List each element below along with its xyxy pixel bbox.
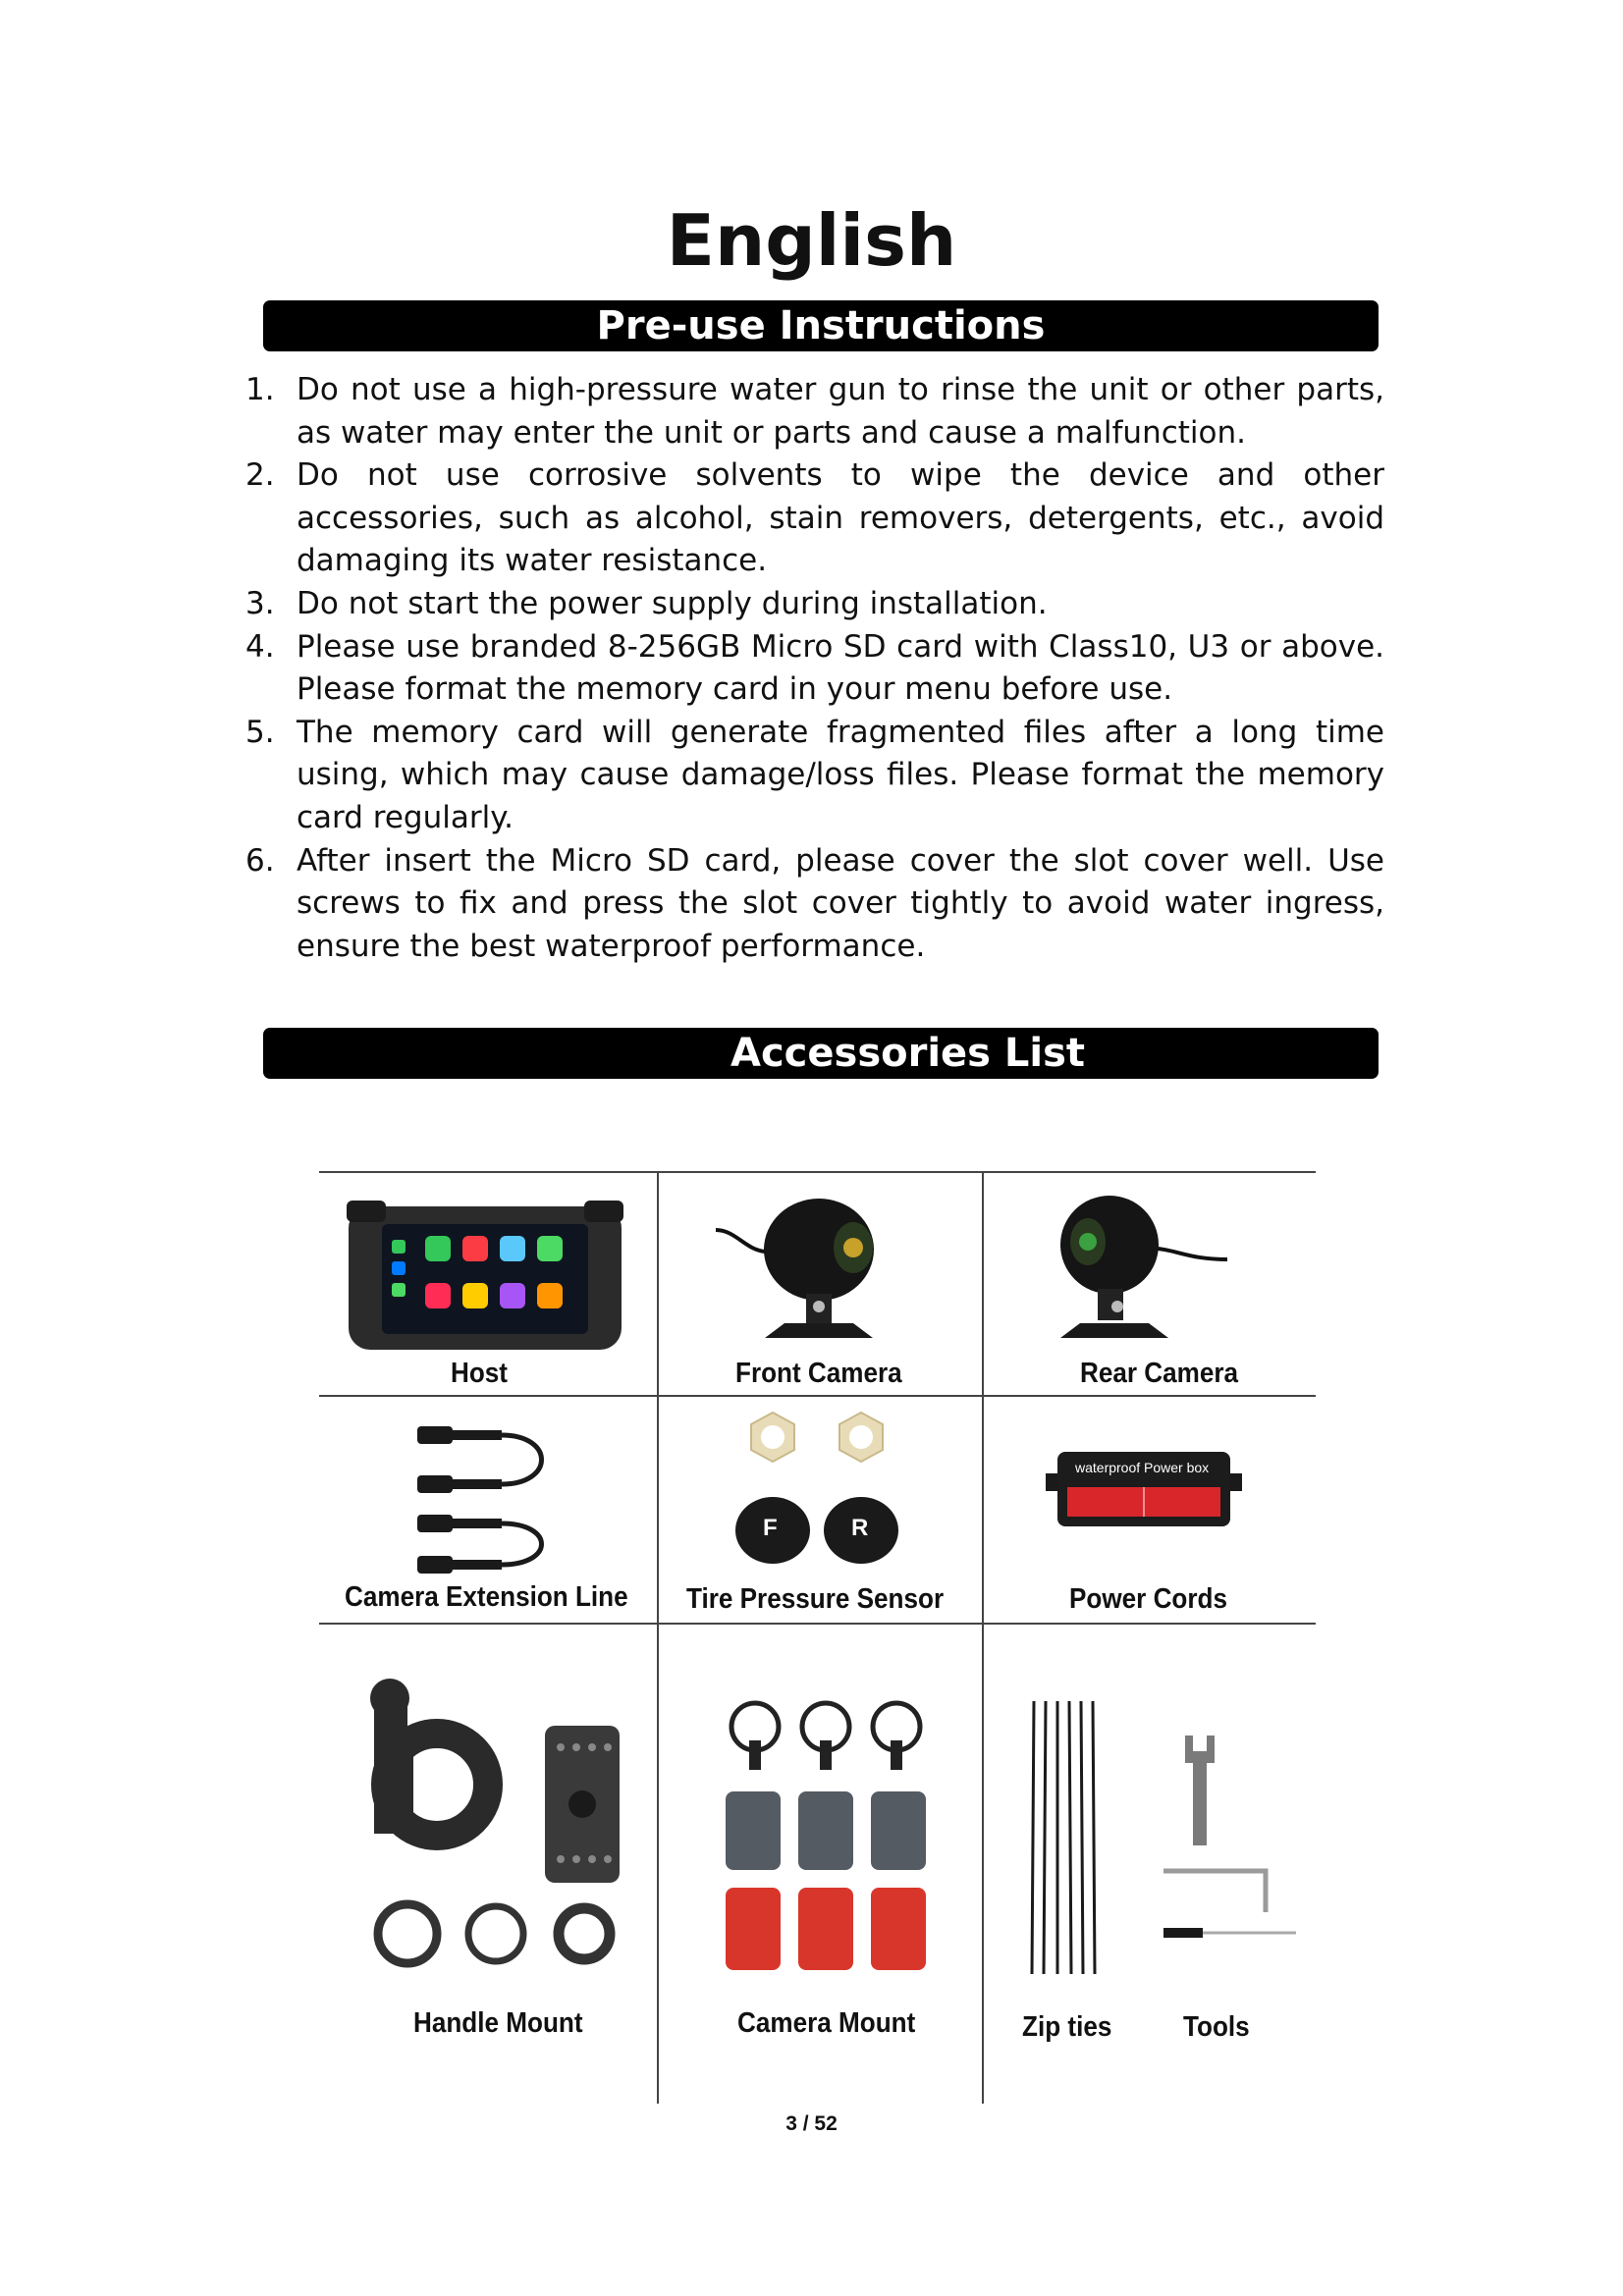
camera-mount-icon [726,1701,932,1978]
tire-pressure-sensor-icon [733,1407,910,1583]
handle-mount-icon [368,1677,633,1971]
camera-mount-label: Camera Mount [737,2007,916,2039]
item-text: Please use branded 8-256GB Micro SD card with Class10, U3 or above. Please format the memory card in your menu before use. [297,628,1384,708]
accessories-heading-bar [263,1028,1379,1079]
list-item [245,583,1384,626]
rear-camera-icon [1041,1191,1227,1358]
table-divider [657,1171,659,2104]
zip-ties-icon [1028,1701,1099,1976]
item-text: The memory card will generate fragmented files after a long time using, which may cause damage/loss files. Please format the memory card regularly. [297,714,1384,835]
item-text: Do not start the power supply during installation. [297,585,1048,621]
item-number: 5. [245,714,275,750]
list-item [245,840,1384,969]
list-item [245,369,1384,454]
camera-extension-line-label: Camera Extension Line [345,1581,628,1613]
item-number: 4. [245,628,275,665]
front-camera-icon [716,1191,902,1358]
list-item [245,712,1384,840]
item-text: Do not use corrosive solvents to wipe the device and other accessories, such as alcohol, stain removers, detergents, etc., avoid damaging its water resistance. [297,457,1384,579]
tire-pressure-sensor-label: Tire Pressure Sensor [686,1583,945,1615]
host-label: Host [451,1358,509,1389]
host-device-icon [347,1201,623,1353]
table-divider [982,1171,984,2104]
zip-ties-label: Zip ties [1022,2011,1112,2043]
front-camera-label: Front Camera [735,1358,902,1389]
list-item [245,626,1384,712]
handle-mount-label: Handle Mount [413,2007,583,2039]
rear-camera-label: Rear Camera [1080,1358,1239,1389]
sensor-letter-front: F [763,1515,778,1541]
tools-label: Tools [1183,2011,1250,2043]
table-rule [319,1395,1316,1397]
page-number: 3 / 52 [785,2112,838,2135]
item-text: After insert the Micro SD card, please cover the slot cover well. Use screws to fix and press the slot cover tightly to avoid water ingress, ensure the best waterproof performance. [297,842,1384,964]
accessories-table [319,1171,1316,2104]
item-number: 2. [245,457,275,494]
camera-extension-line-icon [417,1416,555,1574]
preuse-heading: Pre-use Instructions [596,303,1046,348]
list-item [245,454,1384,583]
power-cords-label: Power Cords [1069,1583,1227,1615]
item-number: 3. [245,585,275,621]
tools-icon [1163,1735,1296,1971]
item-number: 1. [245,372,275,407]
item-text: Do not use a high-pressure water gun to rinse the unit or other parts, as water may enter the unit or parts and cause a malfunction. [297,372,1384,451]
accessories-heading: Accessories List [730,1031,1086,1076]
item-number: 6. [245,842,275,879]
page-title: English [666,199,957,282]
preuse-instructions-list [245,369,1384,968]
sensor-letter-rear: R [851,1515,869,1541]
power-box-text: waterproof Power box [1075,1460,1210,1475]
preuse-heading-bar [263,300,1379,351]
table-rule [319,1623,1316,1625]
table-rule [319,1171,1316,1173]
